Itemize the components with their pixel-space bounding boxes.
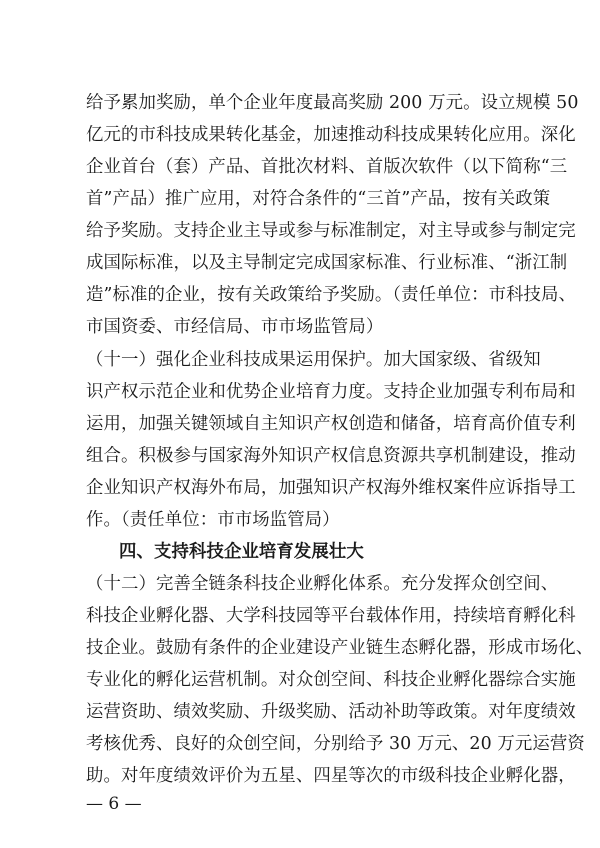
paragraph-line: 亿元的市科技成果转化基金，加速推动科技成果转化应用。深化	[86, 125, 576, 145]
page-number: — 6 —	[86, 794, 142, 814]
paragraph-line: 给予累加奖励，单个企业年度最高奖励 200 万元。设立规模 50	[86, 93, 579, 113]
paragraph-line: 造”标准的企业，按有关政策给予奖励。（责任单位：市科技局、	[86, 285, 577, 305]
paragraph-line: （十二）完善全链条科技企业孵化体系。充分发挥众创空间、	[86, 574, 559, 594]
paragraph-line: 专业化的孵化运营机制。对众创空间、科技企业孵化器综合实施	[86, 670, 576, 690]
paragraph-line: 运营资助、绩效奖励、升级奖励、活动补助等政策。对年度绩效	[86, 702, 576, 722]
paragraph-line: 运用，加强关键领域自主知识产权创造和储备，培育高价值专利	[86, 414, 576, 434]
paragraph-line: 作。（责任单位：市市场监管局）	[86, 510, 340, 530]
paragraph-line: 助。对年度绩效评价为五星、四星等次的市级科技企业孵化器，	[86, 766, 576, 786]
paragraph-line: （十一）强化企业科技成果运用保护。加大国家级、省级知	[86, 350, 541, 370]
paragraph-line: 考核优秀、良好的众创空间，分别给予 30 万元、20 万元运营资	[86, 734, 585, 754]
paragraph-line: 成国际标准，以及主导制定完成国家标准、行业标准、“浙江制	[86, 253, 568, 273]
paragraph-line: 市国资委、市经信局、市市场监管局）	[86, 317, 384, 337]
paragraph-line: 识产权示范企业和优势企业培育力度。支持企业加强专利布局和	[86, 382, 576, 402]
paragraph-line: 科技企业孵化器、大学科技园等平台载体作用，持续培育孵化科	[86, 606, 576, 626]
paragraph-line: 企业首台（套）产品、首批次材料、首版次软件（以下简称“三	[86, 157, 568, 177]
section-heading: 四、支持科技企业培育发展壮大	[119, 542, 364, 562]
paragraph-line: 首”产品）推广应用，对符合条件的“三首”产品，按有关政策	[86, 189, 551, 209]
paragraph-line: 给予奖励。支持企业主导或参与标准制定，对主导或参与制定完	[86, 221, 576, 241]
paragraph-line: 组合。积极参与国家海外知识产权信息资源共享机制建设，推动	[86, 446, 576, 466]
paragraph-line: 企业知识产权海外布局，加强知识产权海外维权案件应诉指导工	[86, 478, 576, 498]
paragraph-line: 技企业。鼓励有条件的企业建设产业链生态孵化器，形成市场化、	[86, 638, 594, 658]
